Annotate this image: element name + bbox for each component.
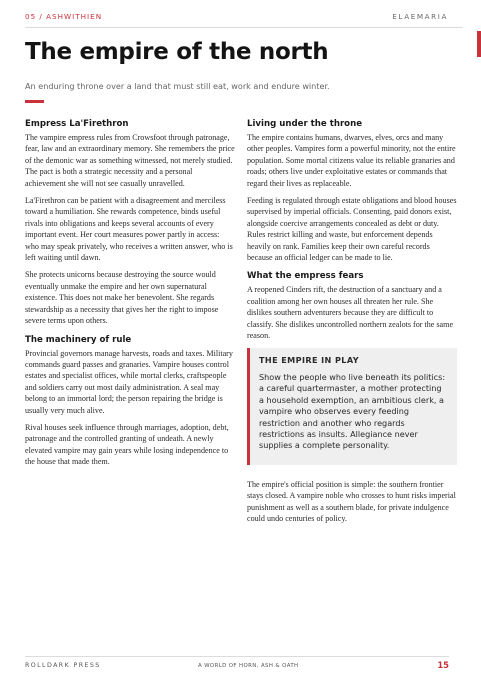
body-paragraph: Provincial governors manage harvests, roads and taxes. Military commands guard passes and granaries. Vampire houses control estates and specialist offices, while mortal clerks, craftspeople and soldiers carry out most daily administration. A seal may belong to an immortal lord; the person repairing the bridge is usually very much alive.	[25, 348, 233, 415]
section-heading-living: Living under the throne	[247, 119, 363, 129]
book-title: A WORLD OF HORN, ASH & OATH	[198, 663, 299, 669]
section-heading-fears: What the empress fears	[247, 271, 364, 282]
section-heading-empress: Empress La'Firethron	[25, 119, 129, 129]
body-paragraph: The vampire empress rules from Crowsfoot through patronage, fear, law and an extraordinary memory. She remembers the price of the demonic war as something witnessed, not merely studied. The pact is both a strategic necessity and a personal achievement she will not see casually unravelled.	[25, 133, 235, 188]
chapter-label: 05 / ASHWITHIEN	[25, 12, 103, 21]
page-edge-tab	[477, 31, 481, 57]
page-number: 15	[437, 660, 449, 670]
body-paragraph: A reopened Cinders rift, the destruction of a sanctuary and a coalition among her own houses all threaten her rule. She dislikes southern adventurers because they are difficult to classify. She dislikes uncontrolled northern zealots for the same reason.	[247, 285, 454, 341]
accent-divider	[25, 100, 44, 103]
right-column	[247, 119, 457, 530]
section-heading-machinery: The machinery of rule	[25, 334, 132, 345]
sidebar-callout	[247, 348, 457, 465]
callout-title: THE EMPIRE IN PLAY	[259, 354, 359, 365]
body-paragraph: She protects unicorns because destroying the source would eventually unmake the empire and her own supernatural existence. This does not make her benevolent. She regards stewardship as a necessity that gives her the right to impose severe terms upon others.	[25, 270, 219, 326]
body-paragraph: Rival houses seek influence through marriages, adoption, debt, patronage and the controlled granting of undeath. A newly elevated vampire may gain years while losing independence to the house that made them.	[25, 422, 229, 467]
page-title: The empire of the north	[25, 39, 329, 65]
body-paragraph: La'Firethron can be patient with a disagreement and merciless toward a humiliation. She rewards competence, binds useful rivals into obligations and keeps several accounts of every important event. Her court measures power partly in access: who may speak privately, who receives a written answer, who is left waiting until dawn.	[25, 196, 233, 263]
body-paragraph: The empire's official position is simple: the southern frontier stays closed. A vampire noble who crosses to hunt risks imperial punishment as well as a southern blade, for private indulgence could undo centuries of policy.	[247, 479, 456, 523]
callout-body: Show the people who live beneath its politics: a careful quartermaster, a mother protecting a household exemption, an ambitious clerk, a vampire who observes every feeding restriction and another who regards restrictions as insults. Allegiance never supplies a complete personality.	[259, 371, 446, 451]
header-divider	[25, 27, 463, 28]
body-paragraph: The empire contains humans, dwarves, elves, orcs and many other peoples. Vampires form a powerful minority, not the entire population. Some mortal citizens value its reliable granaries and roads; others live under exploitative estates or commands that regard their lives as replaceable.	[247, 133, 456, 188]
left-column	[25, 119, 235, 474]
world-label: ELAEMARIA	[392, 12, 448, 21]
footer-divider	[25, 656, 449, 657]
publisher-name: ROLLDARK PRESS	[25, 662, 101, 669]
body-paragraph: Feeding is regulated through estate obligations and blood houses supervised by imperial officials. Consenting, paid donors exist, alongside coercive arrangements concealed as debt or duty. Rules restrict killing and waste, but enforcement depends heavily on rank. Families keep their own careful records because an official ledger can be made to lie.	[247, 196, 457, 263]
page-subtitle: An enduring throne over a land that must still eat, work and endure winter.	[25, 81, 330, 91]
